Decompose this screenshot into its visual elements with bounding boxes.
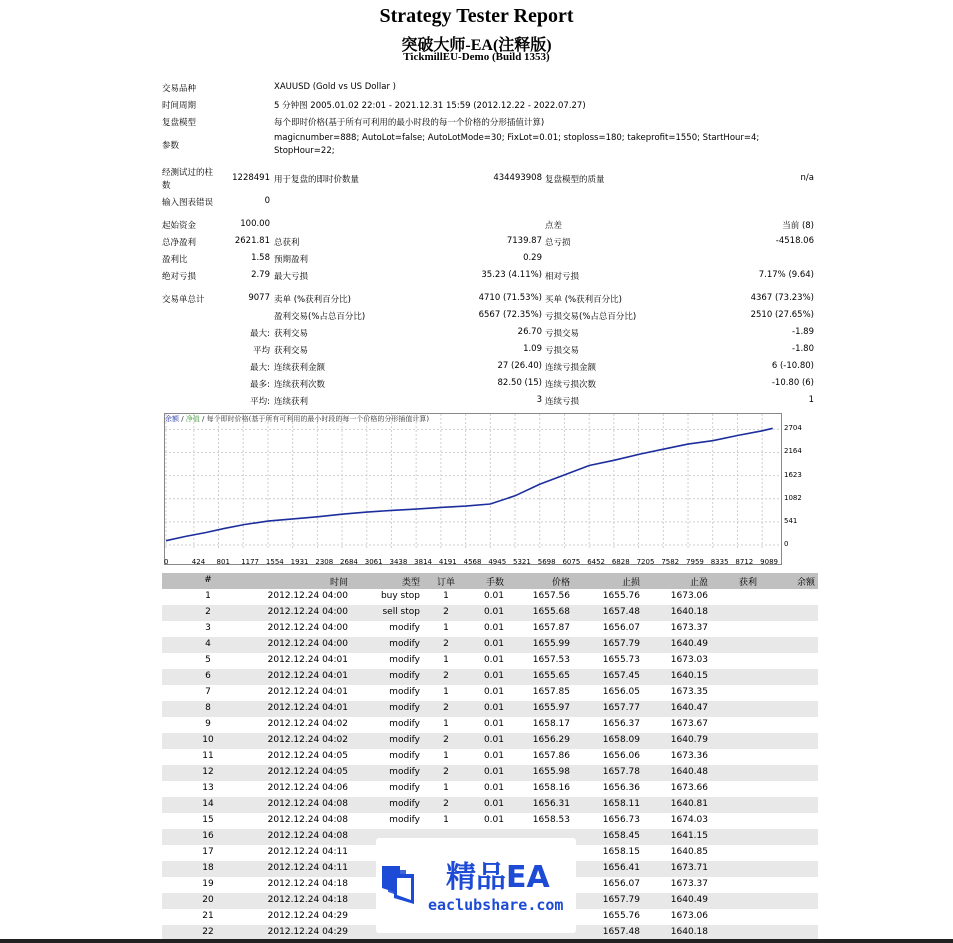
table-cell: 1640.15 (670, 671, 708, 681)
table-cell: buy stop (380, 591, 420, 601)
table-cell: 21 (202, 911, 214, 921)
x-tick-label: 6452 (587, 558, 606, 566)
largest-label: 最大: (250, 329, 270, 339)
table-cell: 1640.79 (670, 735, 708, 745)
table-cell: 1658.09 (602, 735, 640, 745)
column-header: 时间 (329, 578, 348, 588)
table-cell: 1657.56 (532, 591, 570, 601)
profit-factor-value: 1.58 (251, 253, 270, 263)
ticks-label: 用于复盘的即时价数量 (274, 175, 360, 185)
max-consec-wins-label: 连续获利金额 (274, 363, 326, 373)
params-line-2: StopHour=22; (274, 146, 335, 156)
x-tick-label: 5321 (513, 558, 531, 566)
net-profit-label: 总净盈利 (162, 238, 197, 248)
errors-label: 输入图表错误 (162, 198, 214, 208)
profit-factor-label: 盈利比 (162, 255, 188, 265)
x-tick-label: 6075 (562, 558, 581, 566)
table-cell: 1673.37 (670, 623, 708, 633)
long-positions-value: 4367 (73.23%) (750, 293, 814, 303)
largest-profit-value: 26.70 (517, 327, 542, 337)
table-cell: 19 (202, 879, 214, 889)
table-cell: 1655.65 (532, 671, 570, 681)
table-cell: 1658.53 (532, 815, 570, 825)
table-cell: modify (389, 735, 420, 745)
x-tick-label: 3814 (414, 558, 432, 566)
net-profit-value: 2621.81 (234, 236, 270, 246)
table-cell: 1655.99 (532, 639, 570, 649)
column-header: 止损 (621, 578, 640, 588)
table-cell: 1673.37 (670, 879, 708, 889)
gross-profit-value: 7139.87 (506, 236, 542, 246)
table-cell: modify (389, 671, 420, 681)
table-cell: modify (389, 751, 420, 761)
ticks-value: 434493908 (493, 173, 542, 183)
table-cell: 2012.12.24 04:00 (267, 591, 348, 601)
table-cell: modify (389, 815, 420, 825)
table-row (162, 765, 818, 781)
average-profit-value: 1.09 (523, 344, 542, 354)
expected-payoff-label: 预期盈利 (274, 255, 309, 265)
table-cell: 2012.12.24 04:18 (267, 895, 348, 905)
report-subtitle: 突破大师-EA(注释版) (401, 37, 552, 54)
table-cell: 0.01 (483, 783, 504, 793)
table-cell: 9 (205, 719, 211, 729)
table-cell: 1673.71 (670, 863, 708, 873)
spread-label: 点差 (545, 221, 563, 231)
table-cell: 1657.86 (532, 751, 570, 761)
table-cell: 1674.03 (670, 815, 708, 825)
long-positions-label: 买单 (%获利百分比) (545, 295, 622, 305)
table-cell: 2012.12.24 04:00 (267, 607, 348, 617)
column-header: 余额 (796, 578, 815, 588)
table-cell: 1673.66 (670, 783, 708, 793)
table-cell: 1656.36 (602, 783, 640, 793)
table-cell: modify (389, 767, 420, 777)
table-cell: 1656.73 (602, 815, 640, 825)
table-cell: 2012.12.24 04:00 (267, 623, 348, 633)
avg-consec-losses-label: 连续亏损 (545, 397, 580, 407)
table-cell: 1 (443, 815, 449, 825)
table-cell: 0.01 (483, 703, 504, 713)
table-cell: modify (389, 655, 420, 665)
table-cell: 1673.06 (670, 911, 708, 921)
table-row (162, 637, 818, 653)
table-cell: 1657.79 (602, 895, 640, 905)
x-tick-label: 4568 (463, 558, 482, 566)
legend-separator: / (179, 415, 186, 423)
table-cell: 1656.06 (602, 751, 640, 761)
table-cell: 1640.81 (670, 799, 708, 809)
max-consec-losses-value: 6 (-10.80) (771, 361, 814, 371)
table-cell: 0.01 (483, 671, 504, 681)
table-cell: 2012.12.24 04:01 (267, 671, 348, 681)
table-header (162, 573, 818, 589)
table-cell: 20 (202, 895, 214, 905)
column-header: 价格 (551, 578, 570, 588)
table-cell: 2 (205, 607, 211, 617)
table-cell: 2 (443, 703, 449, 713)
table-cell: 1 (443, 719, 449, 729)
table-cell: 2012.12.24 04:29 (267, 927, 348, 937)
largest-profit-label: 获利交易 (274, 329, 309, 339)
table-cell: modify (389, 719, 420, 729)
table-cell: 1658.17 (532, 719, 570, 729)
table-cell: 13 (202, 783, 214, 793)
table-cell: 1656.07 (602, 623, 640, 633)
table-cell: 1657.77 (602, 703, 640, 713)
y-tick-label: 1623 (784, 470, 802, 479)
total-trades-label: 交易单总计 (162, 295, 205, 305)
x-tick-label: 7205 (636, 558, 655, 566)
table-cell: 2012.12.24 04:01 (267, 655, 348, 665)
avg-consec-wins-value: 3 (536, 395, 542, 405)
table-cell: 15 (202, 815, 214, 825)
table-cell: 0.01 (483, 623, 504, 633)
table-cell: 2 (443, 639, 449, 649)
x-tick-label: 9089 (760, 558, 778, 566)
table-cell: 1640.48 (670, 767, 708, 777)
table-cell: 16 (202, 831, 214, 841)
x-tick-label: 3438 (389, 558, 408, 566)
x-tick-label: 1177 (241, 558, 260, 566)
avg-consec-label: 平均: (250, 397, 270, 407)
table-cell: 0.01 (483, 655, 504, 665)
watermark-title: 精品EA (446, 860, 550, 895)
table-cell: 2012.12.24 04:05 (267, 767, 348, 777)
deposit-label: 起始资金 (162, 221, 197, 231)
column-header: 获利 (738, 578, 757, 588)
table-row (162, 781, 818, 797)
table-cell: 1 (443, 591, 449, 601)
table-cell: 1640.18 (670, 927, 708, 937)
table-cell: 2 (443, 671, 449, 681)
table-cell: 1658.15 (602, 847, 640, 857)
table-cell: 2012.12.24 04:08 (267, 815, 348, 825)
table-cell: 2012.12.24 04:00 (267, 639, 348, 649)
gross-loss-value: -4518.06 (775, 236, 814, 246)
table-cell: 17 (202, 847, 214, 857)
y-tick-label: 0 (784, 540, 789, 548)
table-cell: modify (389, 783, 420, 793)
x-tick-label: 424 (191, 558, 206, 566)
table-cell: 2012.12.24 04:05 (267, 751, 348, 761)
table-cell: 2012.12.24 04:11 (267, 863, 348, 873)
table-cell: 1657.85 (532, 687, 570, 697)
abs-drawdown-value: 2.79 (251, 270, 270, 280)
table-cell: 2012.12.24 04:11 (267, 847, 348, 857)
params-line-1: magicnumber=888; AutoLot=false; AutoLotMode=30; FixLot=0.01; stoploss=180; takeprofit=1550; StartHour=4; (274, 133, 760, 143)
table-cell: 2012.12.24 04:02 (267, 719, 348, 729)
table-cell: 2 (443, 767, 449, 777)
x-tick-label: 3061 (364, 558, 383, 566)
table-cell: 2012.12.24 04:08 (267, 799, 348, 809)
table-cell: 0.01 (483, 687, 504, 697)
balance-chart (162, 410, 818, 570)
table-cell: 8 (205, 703, 211, 713)
table-cell: 0.01 (483, 719, 504, 729)
table-cell: modify (389, 639, 420, 649)
x-tick-label: 1554 (265, 558, 284, 566)
table-cell: 1655.68 (532, 607, 570, 617)
max-consec-wins-value: 27 (26.40) (497, 361, 542, 371)
table-row (162, 797, 818, 813)
table-cell: modify (389, 623, 420, 633)
table-cell: 2012.12.24 04:29 (267, 911, 348, 921)
total-trades-value: 9077 (248, 293, 270, 303)
max-drawdown-value: 35.23 (4.11%) (481, 270, 542, 280)
maximal-wins-value: 82.50 (15) (497, 378, 542, 388)
x-tick-label: 8712 (735, 558, 754, 566)
table-cell: 1 (443, 687, 449, 697)
errors-value: 0 (264, 196, 270, 206)
table-cell: 10 (202, 735, 214, 745)
bars-label-2: 数 (162, 181, 171, 191)
symbol-label: 交易品种 (162, 84, 197, 94)
table-cell: 1673.35 (670, 687, 708, 697)
table-cell: 1657.45 (602, 671, 640, 681)
table-cell: 0.01 (483, 735, 504, 745)
bottom-bar (0, 939, 953, 943)
average-label: 平均 (252, 346, 270, 356)
table-cell: 1640.47 (670, 703, 708, 713)
table-cell: 1657.79 (602, 639, 640, 649)
table-cell: 1640.18 (670, 607, 708, 617)
balance-line (166, 428, 773, 540)
short-positions-value: 4710 (71.53%) (478, 293, 542, 303)
table-cell: 1655.76 (602, 591, 640, 601)
table-cell: 1657.87 (532, 623, 570, 633)
max-consec-losses-label: 连续亏损金额 (545, 363, 597, 373)
column-header: 止盈 (689, 578, 708, 588)
table-cell: 1657.48 (602, 927, 640, 937)
table-cell: 1658.11 (602, 799, 640, 809)
gross-profit-label: 总获利 (274, 238, 300, 248)
table-cell: 1658.16 (532, 783, 570, 793)
profit-trades-value: 6567 (72.35%) (478, 310, 542, 320)
table-cell: 1673.06 (670, 591, 708, 601)
table-cell: 1 (443, 783, 449, 793)
loss-trades-value: 2510 (27.65%) (750, 310, 814, 320)
x-tick-label: 0 (164, 558, 169, 566)
x-tick-label: 6828 (611, 558, 630, 566)
deposit-value: 100.00 (240, 219, 270, 229)
profit-trades-label: 盈利交易(%占总百分比) (274, 312, 366, 322)
column-header: 订单 (436, 578, 455, 588)
bars-label-1: 经测试过的柱 (162, 168, 214, 178)
period-value: 5 分钟图 2005.01.02 22:01 - 2021.12.31 15:59 (2012.12.22 - 2022.07.27) (274, 101, 586, 111)
table-cell: 1655.73 (602, 655, 640, 665)
table-cell: 2012.12.24 04:01 (267, 703, 348, 713)
abs-drawdown-label: 绝对亏损 (162, 272, 197, 282)
quality-value: n/a (800, 173, 814, 183)
table-cell: 1655.97 (532, 703, 570, 713)
watermark-url: eaclubshare.com (428, 896, 564, 914)
table-cell: 1656.41 (602, 863, 640, 873)
table-cell: 1656.37 (602, 719, 640, 729)
table-cell: 6 (205, 671, 211, 681)
table-row (162, 621, 818, 637)
max-drawdown-label: 最大亏损 (274, 272, 309, 282)
table-cell: 1673.36 (670, 751, 708, 761)
table-cell: 1673.67 (670, 719, 708, 729)
table-cell: 1 (443, 655, 449, 665)
table-row (162, 813, 818, 829)
table-cell: 2012.12.24 04:08 (267, 831, 348, 841)
params-label: 参数 (162, 141, 180, 151)
maximal-label: 最多: (250, 380, 270, 390)
max-consec-label: 最大: (250, 363, 270, 373)
chart-svg (164, 413, 780, 563)
rel-drawdown-label: 相对亏损 (545, 272, 580, 282)
y-tick-label: 2164 (784, 447, 802, 456)
x-tick-label: 7959 (686, 558, 704, 566)
table-cell: 1656.29 (532, 735, 570, 745)
table-row (162, 669, 818, 685)
table-cell: 12 (202, 767, 214, 777)
loss-trades-label: 亏损交易(%占总百分比) (545, 312, 637, 322)
largest-loss-label: 亏损交易 (545, 329, 580, 339)
table-cell: 1657.48 (602, 607, 640, 617)
table-cell: 0.01 (483, 767, 504, 777)
table-cell: 0.01 (483, 799, 504, 809)
column-header: 手数 (485, 578, 504, 588)
table-cell: 1655.98 (532, 767, 570, 777)
avg-consec-losses-value: 1 (808, 395, 814, 405)
table-cell: 2 (443, 799, 449, 809)
table-cell: 0.01 (483, 639, 504, 649)
rel-drawdown-value: 7.17% (9.64) (758, 270, 814, 280)
table-cell: 0.01 (483, 607, 504, 617)
short-positions-label: 卖单 (%获利百分比) (274, 295, 351, 305)
table-cell: 1673.03 (670, 655, 708, 665)
legend-model-text: / 每个即时价格(基于所有可利用的最小时段的每一个价格的分形插值计算) (199, 415, 430, 423)
table-cell: sell stop (382, 607, 420, 617)
table-row (162, 685, 818, 701)
x-tick-label: 4945 (488, 558, 507, 566)
table-cell: 18 (202, 863, 214, 873)
report-server: TickmillEU-Demo (Build 1353) (403, 51, 550, 63)
x-tick-label: 1931 (290, 558, 309, 566)
table-cell: 0.01 (483, 591, 504, 601)
model-value: 每个即时价格(基于所有可利用的最小时段的每一个价格的分形插值计算) (274, 118, 545, 128)
table-row (162, 749, 818, 765)
table-cell: 2012.12.24 04:06 (267, 783, 348, 793)
table-cell: 1640.85 (670, 847, 708, 857)
bars-value: 1228491 (232, 173, 270, 183)
maximal-losses-value: -10.80 (6) (771, 378, 814, 388)
average-profit-label: 获利交易 (274, 346, 309, 356)
x-tick-label: 8335 (710, 558, 729, 566)
table-cell: 1656.31 (532, 799, 570, 809)
table-cell: 22 (202, 927, 214, 937)
y-tick-label: 2704 (784, 424, 802, 433)
table-cell: 1 (205, 591, 211, 601)
symbol-value: XAUUSD (Gold vs US Dollar ) (274, 82, 396, 92)
largest-loss-value: -1.89 (792, 327, 814, 337)
table-row (162, 589, 818, 605)
table-cell: 0.01 (483, 815, 504, 825)
average-loss-value: -1.80 (792, 344, 814, 354)
maximal-wins-label: 连续获利次数 (274, 380, 326, 390)
legend-equity: 净值 (185, 415, 200, 423)
chart-legend (165, 414, 429, 424)
table-row (162, 733, 818, 749)
table-cell: 1658.45 (602, 831, 640, 841)
table-cell: 2012.12.24 04:01 (267, 687, 348, 697)
table-cell: 11 (202, 751, 214, 761)
x-tick-label: 4191 (438, 558, 457, 566)
column-header: 类型 (401, 578, 420, 588)
table-cell: 1656.05 (602, 687, 640, 697)
table-row (162, 653, 818, 669)
watermark-logo-icon (380, 860, 418, 906)
x-tick-label: 5698 (537, 558, 556, 566)
table-cell: 4 (205, 639, 211, 649)
period-label: 时间周期 (162, 101, 197, 111)
table-cell: 1655.76 (602, 911, 640, 921)
x-tick-label: 801 (216, 558, 230, 566)
table-cell: 2012.12.24 04:18 (267, 879, 348, 889)
gross-loss-label: 总亏损 (545, 238, 571, 248)
table-cell: 5 (205, 655, 211, 665)
table-cell: 1 (443, 751, 449, 761)
table-cell: modify (389, 687, 420, 697)
legend-balance: 余额 (165, 415, 179, 423)
table-row (162, 701, 818, 717)
table-cell: 1656.07 (602, 879, 640, 889)
table-cell: 1640.49 (670, 895, 708, 905)
table-cell: modify (389, 799, 420, 809)
table-cell: 7 (205, 687, 211, 697)
y-tick-label: 541 (784, 516, 798, 525)
table-cell: 2 (443, 735, 449, 745)
table-cell: 2 (443, 607, 449, 617)
x-tick-label: 2308 (315, 558, 334, 566)
column-header: # (204, 575, 212, 585)
x-tick-label: 2684 (340, 558, 358, 566)
x-tick-label: 7582 (661, 558, 680, 566)
model-label: 复盘模型 (162, 118, 197, 128)
table-cell: 3 (205, 623, 211, 633)
quality-label: 复盘模型的质量 (545, 175, 605, 185)
avg-consec-wins-label: 连续获利 (274, 397, 309, 407)
average-loss-label: 亏损交易 (545, 346, 580, 356)
table-cell: 1640.49 (670, 639, 708, 649)
report-title: Strategy Tester Report (379, 5, 574, 27)
table-row (162, 717, 818, 733)
table-cell: 1641.15 (670, 831, 708, 841)
maximal-losses-label: 连续亏损次数 (545, 380, 597, 390)
watermark (376, 838, 576, 933)
table-cell: 1 (443, 623, 449, 633)
table-cell: 0.01 (483, 751, 504, 761)
table-cell: 2012.12.24 04:02 (267, 735, 348, 745)
expected-payoff-value: 0.29 (523, 253, 542, 263)
table-cell: 1657.78 (602, 767, 640, 777)
spread-value: 当前 (8) (782, 221, 814, 231)
y-tick-label: 1082 (784, 493, 802, 502)
table-cell: modify (389, 703, 420, 713)
table-row (162, 605, 818, 621)
table-cell: 14 (202, 799, 214, 809)
table-cell: 1657.53 (532, 655, 570, 665)
